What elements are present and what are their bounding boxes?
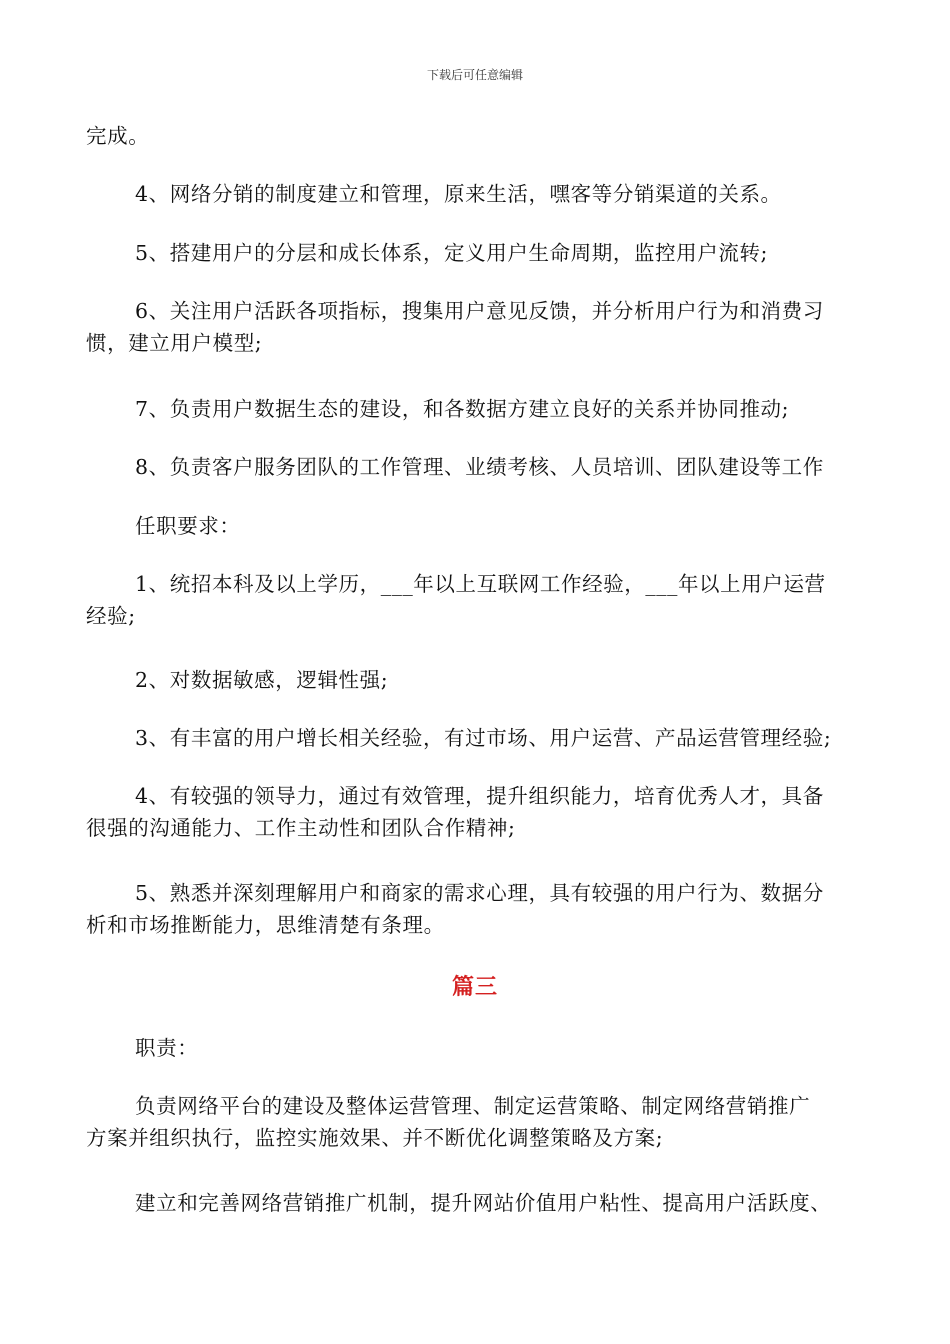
paragraph: [135, 1187, 871, 1219]
paragraph: [135, 237, 871, 269]
paragraph-line: 职责：: [135, 1036, 199, 1060]
paragraph: [86, 780, 871, 844]
paragraph: [135, 664, 871, 696]
paragraph-line: 方案并组织执行，监控实施效果、并不断优化调整策略及方案;: [86, 1126, 664, 1150]
paragraph-line: 惯，建立用户模型;: [86, 331, 263, 355]
paragraph-line: 很强的沟通能力、工作主动性和团队合作精神;: [86, 816, 516, 840]
paragraph: [135, 1032, 871, 1064]
paragraph: [86, 295, 871, 359]
paragraph: [135, 722, 871, 754]
paragraph-line: 7、负责用户数据生态的建设，和各数据方建立良好的关系并协同推动;: [135, 397, 790, 421]
paragraph: [86, 1090, 871, 1154]
paragraph-line: 2、对数据敏感，逻辑性强;: [135, 668, 389, 692]
paragraph-line: 负责网络平台的建设及整体运营管理、制定运营策略、制定网络营销推广: [135, 1094, 811, 1118]
paragraph: [86, 120, 871, 152]
paragraph: [135, 393, 871, 425]
section-heading: 篇三: [451, 974, 498, 1000]
paragraph-line: 完成。: [86, 124, 150, 148]
paragraph-line: 析和市场推断能力，思维清楚有条理。: [86, 913, 445, 937]
paragraph-line: 6、关注用户活跃各项指标，搜集用户意见反馈，并分析用户行为和消费习: [135, 299, 824, 323]
page-header: 下载后可任意编辑: [426, 68, 523, 82]
paragraph-line: 任职要求：: [135, 514, 241, 538]
paragraph-line: 5、搭建用户的分层和成长体系，定义用户生命周期，监控用户流转;: [135, 241, 769, 265]
paragraph-line: 5、熟悉并深刻理解用户和商家的需求心理，具有较强的用户行为、数据分: [135, 881, 824, 905]
paragraph: [135, 510, 871, 542]
paragraph-line: 建立和完善网络营销推广机制，提升网站价值用户粘性、提高用户活跃度、: [135, 1191, 832, 1215]
paragraph-line: 经验;: [86, 604, 136, 628]
paragraph: [135, 451, 871, 483]
paragraph-line: 4、有较强的领导力，通过有效管理，提升组织能力，培育优秀人才，具备: [135, 784, 824, 808]
paragraph: [135, 178, 871, 210]
paragraph-line: 1、统招本科及以上学历，___年以上互联网工作经验，___年以上用户运营: [135, 572, 826, 596]
paragraph: [86, 877, 871, 941]
paragraph-line: 4、网络分销的制度建立和管理，原来生活，嘿客等分销渠道的关系。: [135, 182, 782, 206]
paragraph-line: 3、有丰富的用户增长相关经验，有过市场、用户运营、产品运营管理经验;: [135, 726, 832, 750]
paragraph: [86, 568, 871, 632]
paragraph-line: 8、负责客户服务团队的工作管理、业绩考核、人员培训、团队建设等工作: [135, 455, 824, 479]
